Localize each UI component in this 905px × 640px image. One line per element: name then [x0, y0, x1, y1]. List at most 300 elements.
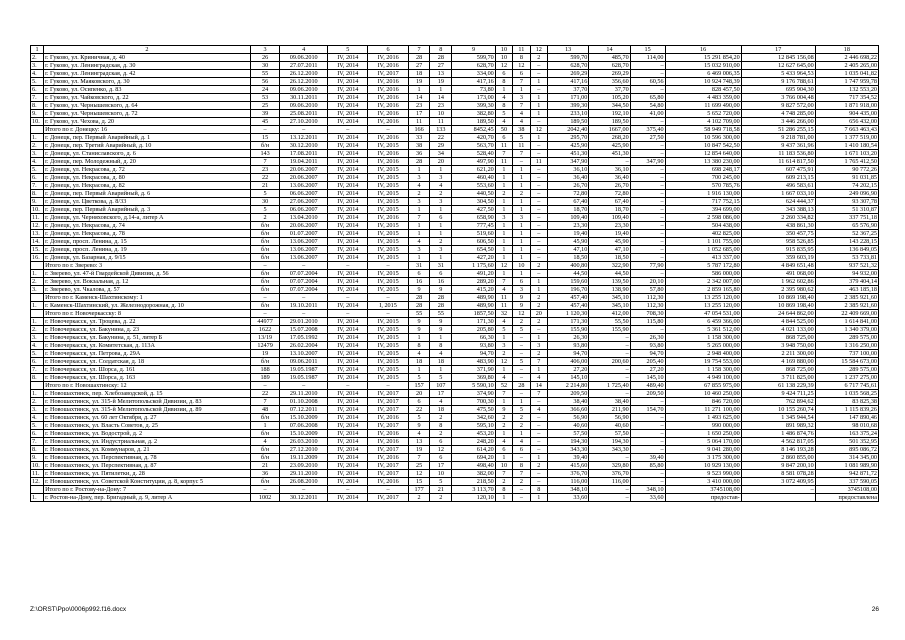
- table-cell: 6: [430, 454, 452, 462]
- table-cell: 12 845 156,08: [741, 54, 815, 62]
- table-cell: 2 385 921,60: [815, 294, 878, 302]
- table-cell: –: [530, 118, 547, 126]
- table-cell: 5: [513, 406, 530, 414]
- table-row: [31, 166, 879, 174]
- table-cell: –: [250, 486, 279, 494]
- table-cell: 21: [250, 182, 279, 190]
- table-cell: 19: [408, 446, 430, 454]
- table-cell: 9: [430, 318, 452, 326]
- table-cell: 8: [430, 422, 452, 430]
- table-cell: 737 100,00: [815, 350, 878, 358]
- table-cell: 1: [513, 238, 530, 246]
- table-cell: 460,40: [452, 174, 496, 182]
- table-cell: 93,80: [452, 342, 496, 350]
- table-cell: 1: [430, 334, 452, 342]
- table-cell: 23: [408, 102, 430, 110]
- table-cell: IV, 2016: [368, 110, 408, 118]
- table-cell: 18: [815, 46, 878, 54]
- table-cell: 26.12.2010: [280, 78, 328, 86]
- table-cell: IV, 2016: [368, 430, 408, 438]
- table-cell: 233,10: [547, 110, 588, 118]
- table-cell: 1: [495, 246, 512, 254]
- table-cell: IV, 2015: [368, 342, 408, 350]
- table-cell: 5: [513, 134, 530, 142]
- table-cell: 17.05.1992: [280, 334, 328, 342]
- table-row: [31, 302, 879, 310]
- table-cell: 1.: [31, 390, 44, 398]
- table-cell: IV, 2014: [328, 118, 368, 126]
- table-cell: 1: [495, 430, 512, 438]
- table-cell: 67 855 975,00: [665, 382, 741, 390]
- table-cell: 1002: [250, 494, 279, 502]
- subtotal-row: [31, 262, 879, 270]
- table-cell: 10: [495, 46, 512, 54]
- table-cell: 1: [430, 206, 452, 214]
- table-cell: 425,90: [547, 142, 588, 150]
- table-cell: IV, 2017: [368, 422, 408, 430]
- table-cell: 2 405 265,00: [815, 62, 878, 70]
- table-cell: IV, 2014: [328, 366, 368, 374]
- table-cell: 13.12.2011: [280, 134, 328, 142]
- table-cell: 402 825,00: [665, 230, 741, 238]
- table-cell: 09.06.2011: [280, 358, 328, 366]
- table-cell: 9.: [31, 110, 44, 118]
- table-cell: –: [630, 414, 665, 422]
- table-cell: 36: [250, 470, 279, 478]
- table-cell: –: [630, 62, 665, 70]
- table-cell: 136 849,05: [815, 246, 878, 254]
- table-cell: 5.: [31, 422, 44, 430]
- table-cell: 7: [250, 158, 279, 166]
- table-cell: 2 948 400,00: [665, 350, 741, 358]
- table-cell: 1: [530, 494, 547, 502]
- table-cell: 2 214,80: [547, 382, 588, 390]
- table-cell: 4: [430, 182, 452, 190]
- table-cell: 7: [408, 46, 430, 54]
- table-cell: 2: [530, 350, 547, 358]
- table-cell: 348,10: [630, 486, 665, 494]
- table-cell: 57,80: [630, 286, 665, 294]
- table-cell: 1 052 685,00: [665, 246, 741, 254]
- table-cell: 904 435,00: [815, 110, 878, 118]
- table-row: [31, 438, 879, 446]
- page-number: 26: [871, 606, 879, 613]
- table-cell: 17: [430, 390, 452, 398]
- table-cell: –: [630, 174, 665, 182]
- table-cell: 41,00: [630, 110, 665, 118]
- table-cell: 762 894,62: [741, 398, 815, 406]
- table-row: [31, 334, 879, 342]
- table-cell: 1 765 412,50: [815, 158, 878, 166]
- table-cell: г. Донецк, ул. Некрасова, д. 80: [44, 174, 251, 182]
- table-cell: 20: [408, 390, 430, 398]
- table-cell: г. Новошахтинск, ул. Перспективная, д. 78: [44, 454, 251, 462]
- table-cell: –: [630, 118, 665, 126]
- table-cell: 8.: [31, 190, 44, 198]
- table-cell: 4: [495, 318, 512, 326]
- table-cell: –: [513, 486, 530, 494]
- table-cell: [741, 494, 815, 502]
- table-cell: IV, 2015: [368, 182, 408, 190]
- table-cell: –: [530, 190, 547, 198]
- table-cell: 173,00: [452, 94, 496, 102]
- table-row: [31, 70, 879, 78]
- table-cell: 47 054 531,00: [665, 310, 741, 318]
- table-cell: 1: [495, 494, 512, 502]
- table-cell: 37,70: [589, 86, 630, 94]
- table-cell: 5.: [31, 166, 44, 174]
- table-cell: –: [250, 294, 279, 302]
- table-cell: 1: [495, 270, 512, 278]
- table-cell: IV, 2017: [368, 494, 408, 502]
- table-cell: 342,60: [452, 414, 496, 422]
- table-cell: 4: [430, 350, 452, 358]
- table-cell: 621,20: [452, 166, 496, 174]
- table-cell: 269,29: [547, 70, 588, 78]
- table-cell: 10 924 748,39: [665, 78, 741, 86]
- table-cell: 33,60: [547, 494, 588, 502]
- table-cell: [31, 310, 44, 318]
- table-row: [31, 374, 879, 382]
- table-cell: 4: [250, 438, 279, 446]
- table-cell: 30.12.2011: [280, 494, 328, 502]
- table-cell: 11 183 536,80: [741, 150, 815, 158]
- table-cell: 25.08.2011: [280, 110, 328, 118]
- table-cell: 6: [368, 46, 408, 54]
- table-cell: 09.06.2010: [280, 86, 328, 94]
- table-cell: 717 752,15: [665, 198, 741, 206]
- table-cell: –: [589, 366, 630, 374]
- table-cell: –: [368, 310, 408, 318]
- table-cell: 10 155 260,74: [741, 406, 815, 414]
- table-cell: 2 446 698,22: [815, 54, 878, 62]
- table-cell: 36,10: [589, 166, 630, 174]
- table-cell: г. Гуково, ул. Ленинградская, д. 42: [44, 70, 251, 78]
- table-cell: 56,90: [547, 414, 588, 422]
- table-cell: г. Новочеркасск, ул. Шорса, д. 163: [44, 374, 251, 382]
- table-cell: 1 916 130,00: [665, 190, 741, 198]
- table-cell: IV, 2015: [368, 358, 408, 366]
- table-row: [31, 430, 879, 438]
- table-cell: –: [280, 486, 328, 494]
- table-cell: –: [280, 294, 328, 302]
- table-cell: 4: [495, 118, 512, 126]
- table-cell: 6 717 745,61: [815, 382, 878, 390]
- table-cell: –: [630, 446, 665, 454]
- table-cell: IV, 2014: [328, 110, 368, 118]
- table-cell: 654,50: [452, 246, 496, 254]
- table-cell: –: [630, 206, 665, 214]
- table-cell: 2 860 855,00: [741, 454, 815, 462]
- table-cell: 133: [430, 126, 452, 134]
- table-cell: г. Донецк, ул. Станиславского, д. 6: [44, 150, 251, 158]
- table-cell: г. Донецк, просп. Ленина, д. 19: [44, 246, 251, 254]
- table-cell: –: [530, 422, 547, 430]
- table-cell: 26,70: [589, 182, 630, 190]
- table-cell: 5 433 964,53: [741, 70, 815, 78]
- table-cell: 413 337,00: [665, 254, 741, 262]
- table-cell: б/н: [250, 246, 279, 254]
- table-cell: 25: [408, 462, 430, 470]
- table-cell: IV, 2014: [328, 182, 368, 190]
- table-cell: 1 725,40: [589, 382, 630, 390]
- table-cell: 1: [408, 366, 430, 374]
- table-cell: г. Новочеркасск, ул. Бакунина, д. 51, литер Б: [44, 334, 251, 342]
- table-cell: 371,90: [452, 366, 496, 374]
- table-cell: 27,50: [630, 134, 665, 142]
- table-cell: 40,60: [547, 422, 588, 430]
- table-cell: IV, 2014: [328, 62, 368, 70]
- table-cell: 16: [408, 278, 430, 286]
- table-cell: 13: [430, 70, 452, 78]
- table-cell: 14.: [31, 238, 44, 246]
- table-cell: 628,70: [452, 62, 496, 70]
- table-cell: 1: [430, 166, 452, 174]
- table-row: [31, 238, 879, 246]
- table-cell: 1: [495, 398, 512, 406]
- table-cell: –: [630, 254, 665, 262]
- table-cell: IV, 2014: [328, 422, 368, 430]
- table-cell: 13 255 120,00: [665, 302, 741, 310]
- table-cell: 13.10.2007: [280, 350, 328, 358]
- table-cell: 868 725,00: [741, 366, 815, 374]
- table-cell: –: [630, 198, 665, 206]
- table-cell: 5: [495, 110, 512, 118]
- table-cell: –: [280, 126, 328, 134]
- table-cell: 2: [513, 478, 530, 486]
- table-cell: 415,20: [452, 286, 496, 294]
- table-cell: –: [280, 310, 328, 318]
- table-cell: 10.: [31, 206, 44, 214]
- table-cell: 2: [430, 494, 452, 502]
- table-cell: 196,70: [547, 286, 588, 294]
- table-cell: 1: [495, 230, 512, 238]
- table-cell: 382,00: [452, 470, 496, 478]
- table-cell: г. Донецк, ул. Некрасова, д. 74: [44, 222, 251, 230]
- table-cell: 26.02.2004: [280, 342, 328, 350]
- table-cell: 94 932,00: [815, 270, 878, 278]
- table-cell: –: [530, 470, 547, 478]
- table-cell: 39,40: [630, 454, 665, 462]
- table-cell: 3.: [31, 406, 44, 414]
- table-row: [31, 318, 879, 326]
- table-cell: 10: [495, 54, 512, 62]
- table-cell: 1 035 568,25: [815, 390, 878, 398]
- table-cell: 868 725,00: [741, 334, 815, 342]
- table-cell: 628,70: [547, 62, 588, 70]
- table-cell: 1: [513, 206, 530, 214]
- table-cell: 55,50: [589, 318, 630, 326]
- table-cell: 2: [408, 190, 430, 198]
- table-cell: Итого по г. Ростову-на-Дону: 7: [44, 486, 251, 494]
- table-row: [31, 94, 879, 102]
- table-cell: 1: [530, 134, 547, 142]
- table-cell: 13: [547, 46, 588, 54]
- table-cell: 4: [408, 350, 430, 358]
- table-cell: –: [328, 294, 368, 302]
- table-cell: Итого по г. Новошахтинску: 12: [44, 382, 251, 390]
- table-cell: 777,45: [452, 222, 496, 230]
- table-cell: 1: [530, 110, 547, 118]
- table-cell: 304,50: [452, 198, 496, 206]
- table-cell: –: [630, 150, 665, 158]
- table-cell: 412,00: [589, 310, 630, 318]
- table-cell: 26.08.2010: [280, 478, 328, 486]
- table-cell: 2: [530, 294, 547, 302]
- table-cell: –: [630, 86, 665, 94]
- table-cell: 12 854 640,00: [665, 150, 741, 158]
- table-cell: 21: [250, 462, 279, 470]
- table-row: [31, 150, 879, 158]
- table-cell: 27: [408, 62, 430, 70]
- table-cell: 15: [630, 46, 665, 54]
- table-cell: 3 948 750,00: [741, 342, 815, 350]
- table-cell: 11: [495, 294, 512, 302]
- table-cell: 2: [530, 302, 547, 310]
- table-cell: 10 460 250,00: [665, 390, 741, 398]
- table-cell: 14: [530, 382, 547, 390]
- table-cell: 3: [408, 246, 430, 254]
- table-cell: –: [530, 478, 547, 486]
- table-cell: –: [589, 374, 630, 382]
- table-cell: IV, 2014: [328, 318, 368, 326]
- table-cell: 4 562 817,05: [741, 438, 815, 446]
- table-cell: 606,50: [452, 238, 496, 246]
- table-cell: IV, 2015: [368, 374, 408, 382]
- table-cell: IV, 2014: [328, 406, 368, 414]
- table-cell: 145,10: [547, 374, 588, 382]
- table-cell: 1 671 103,20: [815, 150, 878, 158]
- table-cell: –: [368, 294, 408, 302]
- table-cell: б/н: [250, 446, 279, 454]
- table-cell: –: [530, 270, 547, 278]
- table-cell: –: [530, 62, 547, 70]
- table-cell: –: [513, 494, 530, 502]
- table-cell: –: [630, 142, 665, 150]
- table-cell: 10: [430, 110, 452, 118]
- table-cell: 614,20: [452, 446, 496, 454]
- table-cell: 34: [430, 150, 452, 158]
- table-cell: –: [513, 390, 530, 398]
- table-cell: 289 575,00: [815, 366, 878, 374]
- table-cell: IV, 2015: [368, 142, 408, 150]
- table-cell: IV, 2014: [328, 246, 368, 254]
- table-cell: IV, 2017: [368, 390, 408, 398]
- table-cell: 209,50: [547, 390, 588, 398]
- table-cell: 28: [430, 54, 452, 62]
- table-cell: 891 989,32: [741, 422, 815, 430]
- table-cell: 5: [495, 326, 512, 334]
- table-cell: 23.09.2010: [280, 462, 328, 470]
- table-cell: 990 000,00: [665, 422, 741, 430]
- table-cell: 11: [430, 118, 452, 126]
- table-cell: 475,50: [452, 406, 496, 414]
- table-cell: г. Новочеркасск, ул. Троцева, д. 22: [44, 318, 251, 326]
- table-cell: 2 859 165,80: [665, 286, 741, 294]
- table-cell: 189,50: [589, 118, 630, 126]
- table-cell: 2 342 007,00: [665, 278, 741, 286]
- table-cell: 12: [495, 358, 512, 366]
- table-cell: 93 307,78: [815, 198, 878, 206]
- table-cell: 74 202,15: [815, 182, 878, 190]
- table-cell: 06.06.2007: [280, 190, 328, 198]
- table-row: [31, 78, 879, 86]
- table-cell: –: [280, 382, 328, 390]
- table-cell: 4: [513, 438, 530, 446]
- table-cell: 29: [430, 142, 452, 150]
- table-cell: 1: [513, 182, 530, 190]
- table-cell: 498,40: [452, 462, 496, 470]
- table-cell: 3745108,00: [815, 486, 878, 494]
- table-cell: 528,40: [452, 150, 496, 158]
- table-cell: 5: [513, 326, 530, 334]
- table-row: [31, 494, 879, 502]
- table-cell: 2 385 921,60: [815, 302, 878, 310]
- table-cell: 93,80: [630, 342, 665, 350]
- table-row: [31, 62, 879, 70]
- table-cell: 6.: [31, 358, 44, 366]
- table-cell: 18,70: [589, 206, 630, 214]
- table-cell: 314 345,00: [815, 454, 878, 462]
- table-cell: 345,10: [589, 294, 630, 302]
- table-cell: –: [630, 182, 665, 190]
- table-cell: 10 929 130,00: [665, 462, 741, 470]
- table-cell: 3: [495, 342, 512, 350]
- table-cell: 47,10: [589, 246, 630, 254]
- table-cell: IV, 2015: [368, 198, 408, 206]
- table-cell: 1: [530, 78, 547, 86]
- table-cell: 12: [408, 470, 430, 478]
- table-cell: 9: [513, 302, 530, 310]
- table-cell: 19,40: [547, 230, 588, 238]
- table-cell: 14: [408, 94, 430, 102]
- table-cell: г. Донецк, пер. Первый Аварийный, д. 6: [44, 190, 251, 198]
- table-cell: 11: [495, 302, 512, 310]
- table-cell: 4 849 651,48: [741, 262, 815, 270]
- table-cell: 20: [530, 310, 547, 318]
- table-cell: 4 748 285,00: [741, 110, 815, 118]
- table-cell: 425,90: [589, 142, 630, 150]
- table-cell: 1: [495, 182, 512, 190]
- table-cell: 5: [513, 358, 530, 366]
- table-cell: IV, 2015: [368, 270, 408, 278]
- table-cell: 28: [513, 382, 530, 390]
- table-row: [31, 366, 879, 374]
- table-cell: 1 667 033,10: [741, 190, 815, 198]
- table-cell: 218,50: [452, 478, 496, 486]
- table-cell: –: [630, 422, 665, 430]
- table-cell: 337 751,18: [815, 214, 878, 222]
- table-cell: 11: [408, 118, 430, 126]
- table-cell: –: [328, 310, 368, 318]
- table-cell: 18,50: [589, 254, 630, 262]
- table-cell: 18,70: [547, 206, 588, 214]
- table-cell: 2: [408, 494, 430, 502]
- table-cell: г. Донецк, пер. Молодежный, д. 20: [44, 158, 251, 166]
- table-cell: 485,70: [589, 54, 630, 62]
- table-cell: IV, 2015: [368, 166, 408, 174]
- table-cell: 5: [408, 414, 430, 422]
- table-cell: IV, 2014: [328, 438, 368, 446]
- table-cell: 1667,00: [589, 126, 630, 134]
- table-row: [31, 462, 879, 470]
- table-cell: 3: [530, 342, 547, 350]
- table-cell: 1: [513, 174, 530, 182]
- table-cell: 13: [408, 438, 430, 446]
- table-cell: 16: [430, 278, 452, 286]
- table-cell: 10 847 542,50: [665, 142, 741, 150]
- table-cell: 595,10: [452, 422, 496, 430]
